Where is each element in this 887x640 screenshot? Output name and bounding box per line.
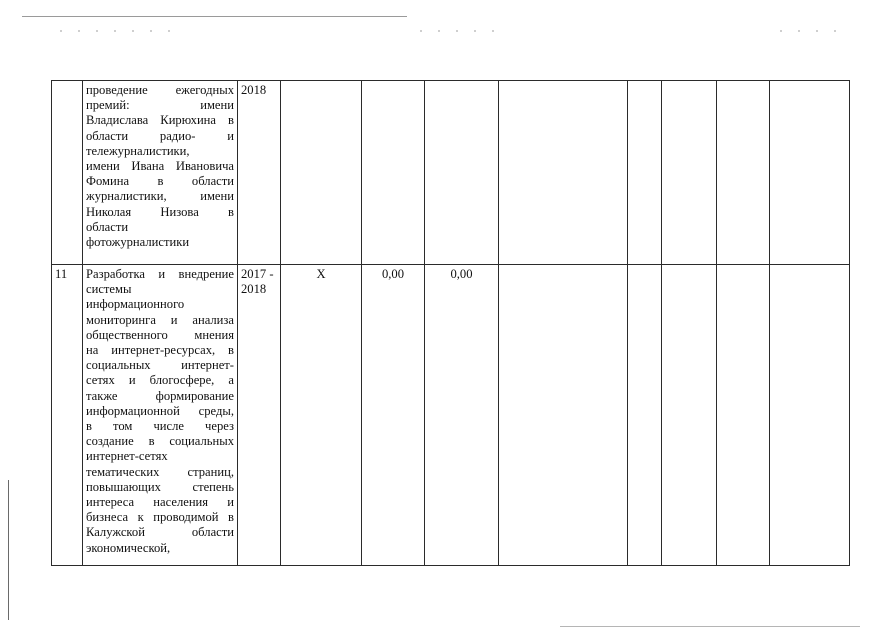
empty-cell xyxy=(499,265,628,566)
value2-cell: 0,00 xyxy=(425,265,499,566)
row-number-cell: 11 xyxy=(52,265,83,566)
period-line: 2017 - xyxy=(241,267,274,281)
description-line: интернет-сетях xyxy=(86,449,168,464)
empty-cell xyxy=(770,265,850,566)
description-line: области радио- и xyxy=(86,128,234,143)
description-cell xyxy=(83,81,238,265)
empty-cell xyxy=(662,265,717,566)
scan-artifact-specks xyxy=(420,30,510,32)
period-line: 2018 xyxy=(241,83,267,97)
description-line: Фомина в области xyxy=(86,174,234,189)
description-line: на интернет-ресурсах, в xyxy=(86,343,234,358)
description-line: тележурналистики, xyxy=(86,143,190,158)
description-line: также формирование xyxy=(86,388,234,403)
empty-cell xyxy=(717,81,770,265)
description-line: в том числе через xyxy=(86,419,234,434)
scan-artifact-specks xyxy=(60,30,180,32)
description-line: журналистики, имени xyxy=(86,189,234,204)
description-line: бизнеса к проводимой в xyxy=(86,510,234,525)
description-line: мониторинга и анализа xyxy=(86,312,234,327)
description-line: повышающих степень xyxy=(86,479,234,494)
table-row xyxy=(52,265,850,566)
period-cell xyxy=(238,81,281,265)
description-line: информационного xyxy=(86,297,185,312)
description-line: Владислава Кирюхина в xyxy=(86,113,234,128)
scan-artifact-specks xyxy=(780,30,850,32)
description-line: Разработка и внедрение xyxy=(86,267,234,281)
scan-artifact-left-mark xyxy=(8,480,9,620)
period-cell xyxy=(238,265,281,566)
description-cell xyxy=(83,265,238,566)
description-line: области xyxy=(86,219,129,234)
value1-cell xyxy=(362,81,425,265)
scan-artifact-bottom-line xyxy=(560,626,860,627)
x-cell xyxy=(281,81,362,265)
description-line: создание в социальных xyxy=(86,434,234,449)
period-line: 2018 xyxy=(241,282,267,297)
description-line: интереса населения и xyxy=(86,495,234,510)
empty-cell xyxy=(662,81,717,265)
scan-artifact-top-line xyxy=(22,16,407,17)
row-number-cell xyxy=(52,81,83,265)
value2-cell xyxy=(425,81,499,265)
empty-cell xyxy=(628,265,662,566)
description-line: экономической, xyxy=(86,540,171,555)
description-line: системы xyxy=(86,282,132,297)
description-line: общественного мнения xyxy=(86,327,234,342)
description-line: проведение ежегодных xyxy=(86,83,234,97)
description-line: Николая Низова в xyxy=(86,204,234,219)
description-line: сетях и блогосфере, а xyxy=(86,373,234,388)
empty-cell xyxy=(770,81,850,265)
description-line: премий: имени xyxy=(86,98,234,113)
table-row xyxy=(52,81,850,265)
empty-cell xyxy=(499,81,628,265)
value1-cell: 0,00 xyxy=(362,265,425,566)
description-line: социальных интернет- xyxy=(86,358,234,373)
description-line: Калужской области xyxy=(86,525,234,540)
description-line: информационной среды, xyxy=(86,403,234,418)
description-line: фотожурналистики xyxy=(86,235,190,250)
description-line: тематических страниц, xyxy=(86,464,234,479)
program-table xyxy=(51,80,850,566)
x-cell: Х xyxy=(281,265,362,566)
empty-cell xyxy=(717,265,770,566)
empty-cell xyxy=(628,81,662,265)
description-line: имени Ивана Ивановича xyxy=(86,159,234,174)
